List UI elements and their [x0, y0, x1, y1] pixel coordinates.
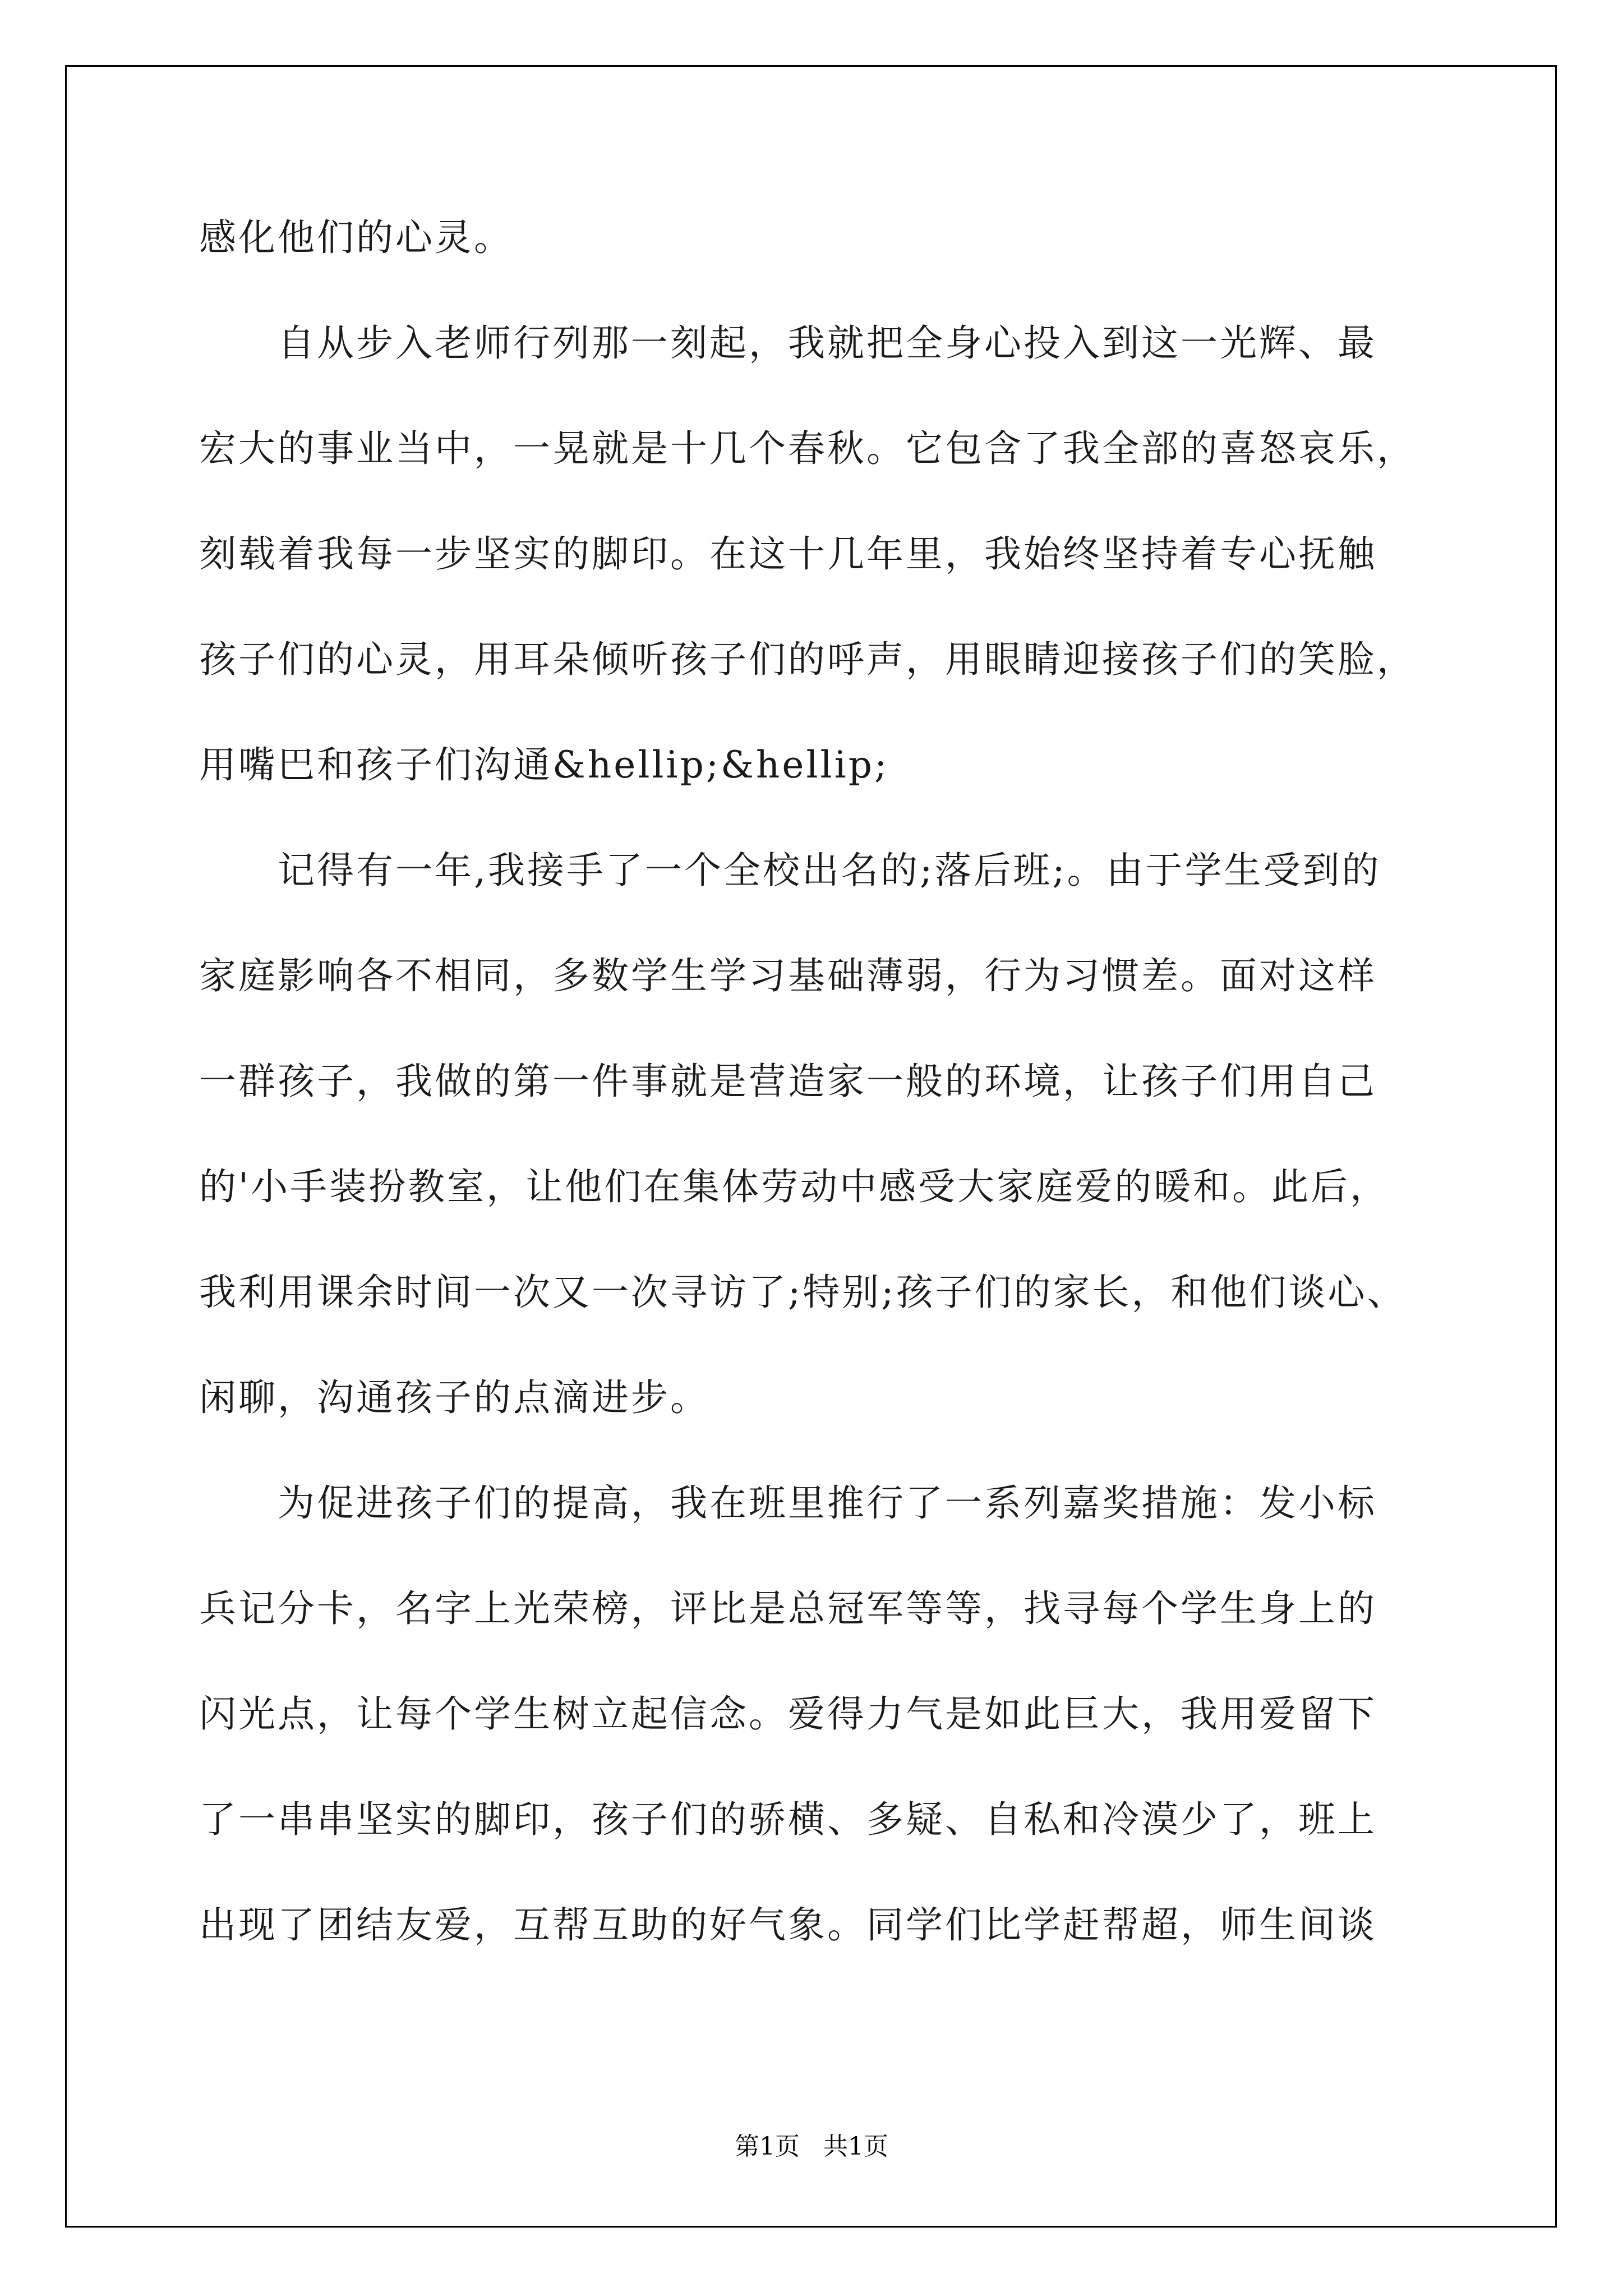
text-line: 闲聊，沟通孩子的点滴进步。 — [199, 1376, 709, 1419]
text-line: 自从步入老师行列那一刻起，我就把全身心投入到这一光辉、最 — [199, 321, 1377, 365]
text-line: 了一串串坚实的脚印，孩子们的骄横、多疑、自私和冷漠少了，班上 — [199, 1798, 1377, 1841]
text-line: 宏大的事业当中，一晃就是十几个春秋。它包含了我全部的喜怒哀乐， — [199, 427, 1416, 470]
text-line: 刻载着我每一步坚实的脚印。在这十几年里，我始终坚持着专心抚触 — [199, 532, 1377, 576]
text-line: 孩子们的心灵，用耳朵倾听孩子们的呼声，用眼睛迎接孩子们的笑脸， — [199, 638, 1416, 681]
text-line: 闪光点，让每个学生树立起信念。爱得力气是如此巨大，我用爱留下 — [199, 1692, 1377, 1736]
text-line: 感化他们的心灵。 — [199, 216, 513, 259]
text-line: 的'小手装扮教室，让他们在集体劳动中感受大家庭爱的暖和。此后， — [199, 1165, 1390, 1208]
text-line: 记得有一年,我接手了一个全校出名的;落后班;。由于学生受到的 — [199, 849, 1381, 892]
text-line: 用嘴巴和孩子们沟通&hellip;&hellip; — [199, 743, 889, 786]
document-body — [199, 185, 1467, 1978]
text-line: 出现了团结友爱，互帮互助的好气象。同学们比学赶帮超，师生间谈 — [199, 1903, 1377, 1947]
page-footer: 第1页 共1页 — [735, 2132, 888, 2161]
text-line: 我利用课余时间一次又一次寻访了;特别;孩子们的家长，和他们谈心、 — [199, 1271, 1407, 1314]
text-line: 为促进孩子们的提高，我在班里推行了一系列嘉奖措施：发小标 — [199, 1481, 1377, 1525]
text-line: 一群孩子，我做的第一件事就是营造家一般的环境，让孩子们用自己 — [199, 1060, 1377, 1103]
text-line: 兵记分卡，名字上光荣榜，评比是总冠军等等，找寻每个学生身上的 — [199, 1587, 1377, 1630]
text-line: 家庭影响各不相同，多数学生学习基础薄弱，行为习惯差。面对这样 — [199, 954, 1377, 997]
